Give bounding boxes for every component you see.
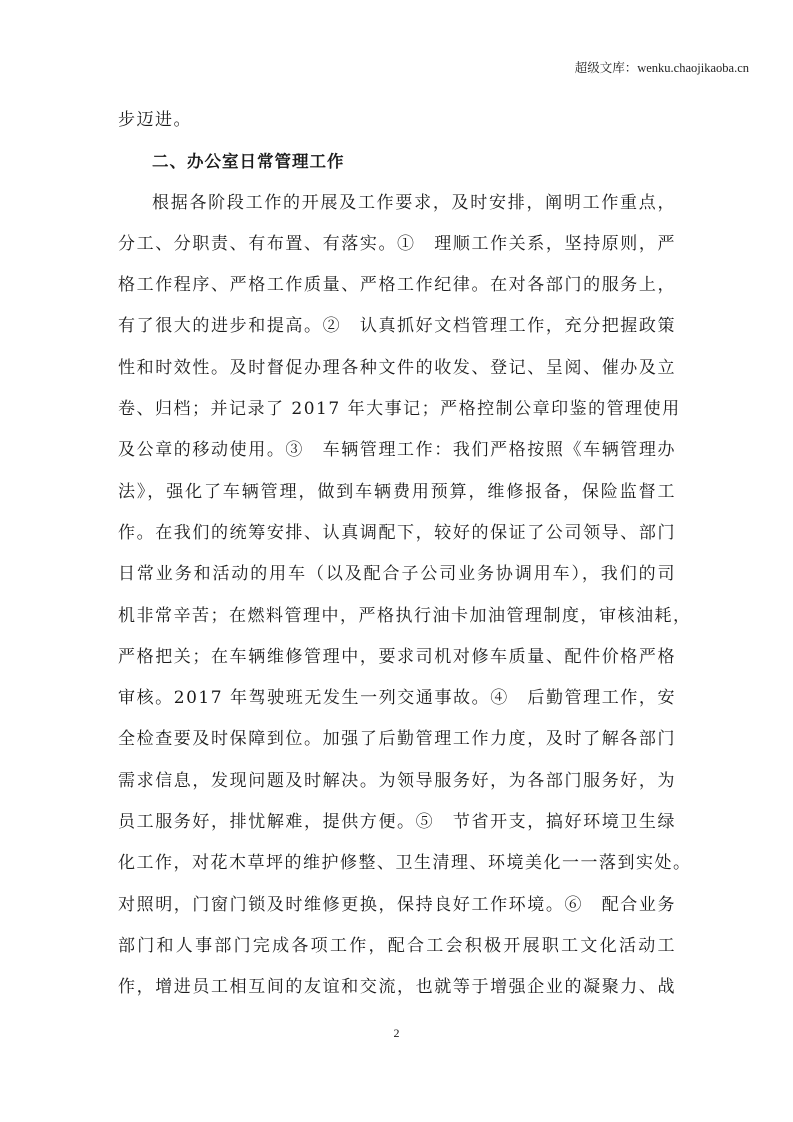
paragraph-line: 分工、分职责、有布置、有落实。① 理顺工作关系，坚持原则，严 [118,233,676,254]
paragraph-line: 化工作，对花木草坪的维护修整、卫生清理、环境美化一一落到实处。 [118,853,692,874]
paragraph-line: 步迈进。 [118,110,192,130]
paragraph-line: 需求信息，发现问题及时解决。为领导服务好，为各部门服务好，为 [118,770,676,791]
paragraph-line: 根据各阶段工作的开展及工作要求，及时安排，阐明工作重点， [152,192,676,213]
paragraph-line: 部门和人事部门完成各项工作，配合工会积极开展职工文化活动工 [118,935,676,956]
paragraph-line: 有了很大的进步和提高。② 认真抓好文档管理工作，充分把握政策 [118,316,676,337]
paragraph-line: 性和时效性。及时督促办理各种文件的收发、登记、呈阅、催办及立 [118,357,676,378]
page-header-site-label: 超级文库：wenku.chaojikaoba.cn [574,61,749,75]
document-body [118,100,692,1009]
paragraph-line: 法》，强化了车辆管理，做到车辆费用预算，维修报备，保险监督工 [118,481,676,502]
paragraph-line: 员工服务好，排忧解难，提供方便。⑤ 节省开支，搞好环境卫生绿 [118,812,676,833]
section-heading: 二、办公室日常管理工作 [152,152,345,172]
page-number: 2 [393,1026,400,1040]
paragraph-line: 日常业务和活动的用车（以及配合子公司业务协调用车），我们的司 [118,564,676,585]
paragraph-line: 对照明，门窗门锁及时维修更换，保持良好工作环境。⑥ 配合业务 [118,894,676,915]
paragraph-line: 及公章的移动使用。③ 车辆管理工作：我们严格按照《车辆管理办 [118,440,676,461]
paragraph-line: 作。在我们的统筹安排、认真调配下，较好的保证了公司领导、部门 [118,522,676,543]
paragraph-line: 卷、归档；并记录了 2017 年大事记；严格控制公章印鉴的管理使用 [118,399,681,420]
paragraph-line: 机非常辛苦；在燃料管理中，严格执行油卡加油管理制度，审核油耗， [118,605,692,626]
paragraph-line: 全检查要及时保障到位。加强了后勤管理工作力度，及时了解各部门 [118,729,676,750]
paragraph-line: 审核。2017 年驾驶班无发生一列交通事故。④ 后勤管理工作，安 [118,688,676,709]
paragraph-line: 格工作程序、严格工作质量、严格工作纪律。在对各部门的服务上， [118,275,676,296]
paragraph-line: 作，增进员工相互间的友谊和交流，也就等于增强企业的凝聚力、战 [118,977,676,998]
paragraph-line: 严格把关；在车辆维修管理中，要求司机对修车质量、配件价格严格 [118,646,676,667]
